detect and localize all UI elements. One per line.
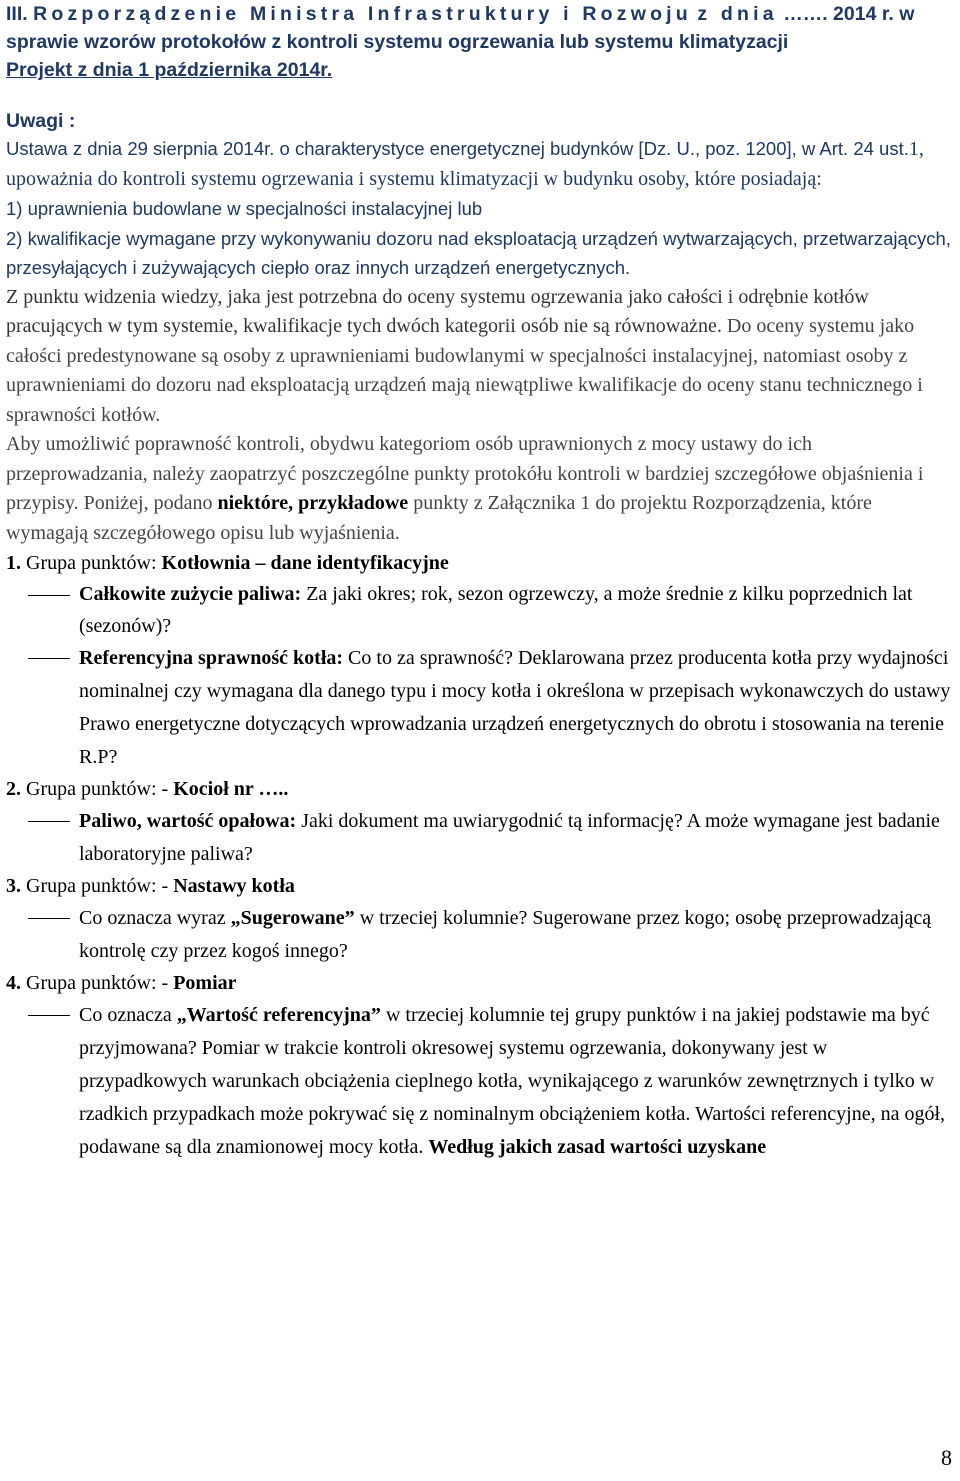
paragraph-3 (6, 430, 956, 548)
paragraph-3-bold: niektóre, przykładowe (217, 492, 409, 514)
document-title (6, 0, 956, 56)
dash-bullet-icon (28, 918, 70, 919)
group-1-title: Kotłownia – dane identyfikacyjne (161, 552, 449, 574)
paragraph-3-a: Aby umożliwić poprawność kontroli, obydwu kategoriom osób uprawnionych z mocy ustawy do ich przeprowadzania, należy zaopatrzyć poszczególne punkty protokółu kontroli w bardziej szczegółowe objaśnienia i przypisy. (6, 433, 924, 514)
paragraph-1-item-2: 2) kwalifikacje wymagane przy wykonywaniu dozoru nad eksploatacją urządzeń wytwarzających, przetwarzających, przesyłających i zużywających ciepło oraz innych urządzeń energetycznych. (6, 227, 951, 278)
bullet-5-b: w trzeciej kolumnie tej grupy punktów i na jakiej podstawie ma być przyjmowana? Pomiar w trakcie kontroli okresowej systemu ogrzewania, dokonywany jest w przypadkowych warunkach obciążenia cieplnego kotła, wynikającego z warunków zewnętrznych i tylko w rzadkich przypadkach może pokrywać się z nominalnym obciążeniem kotła. Wartości referencyjne, na ogół, podawane są dla znamionowej mocy kotła. (79, 1004, 946, 1158)
bullet-5-bold: „Wartość referencyjna” (176, 1004, 381, 1026)
document-subtitle: Projekt z dnia 1 października 2014r. (6, 59, 333, 81)
group-2-title: Kocioł nr ….. (173, 778, 289, 800)
dash-bullet-icon (28, 821, 70, 822)
bullet-2-text: Co to za sprawność? Deklarowana przez producenta kotła przy wydajności nominalnej czy wymagana dla danego typu i mocy kotła i określona w przepisach wykonawczych do ustawy Prawo energetyczne dotyczących wprowadzania urządzeń energetycznych do obrotu i stosowania na terenie R.P? (79, 647, 951, 768)
dash-bullet-icon (28, 658, 70, 659)
group-2-label: Grupa punktów: - (26, 778, 169, 800)
title-part-4: ……. 2014 r. w sprawie wzorów protokołów z kontroli systemu ogrzewania lub systemu klimatyzacji (6, 3, 915, 53)
paragraph-1-b: 1, upoważnia do kontroli systemu ogrzewania i systemu klimatyzacji w budynku osoby, które posiadają: (6, 138, 924, 190)
paragraph-2 (6, 283, 956, 431)
group-3-title: Nastawy kotła (173, 875, 295, 897)
title-part-2: Rozporządzenie Ministra Infrastruktury i Rozwoju (33, 3, 692, 25)
paragraph-1-a: Ustawa z dnia 29 sierpnia 2014r. o charakterystyce energetycznej budynków [Dz. U., poz. 1200], w Art. 24 ust. (6, 138, 909, 159)
group-3-number: 3. (6, 875, 21, 897)
group-1-label: Grupa punktów: (26, 552, 157, 574)
document-page (6, 0, 956, 1164)
paragraph-2-b: Do oceny systemu jako całości predestynowane są osoby z uprawnieniami budowlanymi w specjalności instalacyjnej, natomiast osoby z uprawnieniami do dozoru nad eksploatacją urządzeń mają niewątpliwe kwalifikacje do oceny stanu technicznego i sprawności kotłów. (6, 315, 923, 426)
bullet-2 (6, 642, 956, 774)
paragraph-3-b: Poniżej, podano (83, 492, 213, 514)
dash-bullet-icon (28, 1015, 70, 1016)
bullet-3-text: Jaki dokument ma uwiarygodnić tą informację? A może wymagane jest badanie laboratoryjne paliwa? (79, 810, 940, 865)
group-3-label: Grupa punktów: - (26, 875, 169, 897)
bullet-4-bold: „Sugerowane” (230, 907, 355, 929)
bullet-1 (6, 579, 956, 642)
bullet-2-bold: Referencyjna sprawność kotła: (79, 647, 344, 669)
bullet-4 (6, 902, 956, 968)
group-4-number: 4. (6, 972, 21, 994)
notes-heading: Uwagi : (6, 110, 76, 132)
bullet-4-a: Co oznacza wyraz (79, 907, 226, 929)
group-3-heading (6, 871, 956, 902)
paragraph-1 (6, 134, 956, 194)
paragraph-3-c: punkty z Załącznika 1 do projektu Rozporządzenia, które wymagają szczegółowego opisu lub wyjaśnienia. (6, 492, 872, 544)
bullet-5-a: Co oznacza (79, 1004, 172, 1026)
group-4-label: Grupa punktów: - (26, 972, 169, 994)
bullet-3 (6, 805, 956, 871)
bullet-5-end-bold: Według jakich zasad wartości uzyskane (428, 1136, 767, 1158)
group-2-number: 2. (6, 778, 21, 800)
paragraph-1-item-1: 1) uprawnienia budowlane w specjalności instalacyjnej lub (6, 198, 483, 219)
dash-bullet-icon (28, 595, 70, 596)
title-part-3: z dnia (697, 3, 778, 25)
bullet-1-bold: Całkowite zużycie paliwa: (79, 583, 302, 605)
paragraph-2-a: Z punktu widzenia wiedzy, jaka jest potrzebna do oceny systemu ogrzewania jako całości i odrębnie kotłów pracujących w tym systemie, kwalifikacje tych dwóch kategorii osób nie są równoważne. (6, 285, 869, 337)
bullet-1-text: Za jaki okres; rok, sezon ogrzewczy, a może średnie z kilku poprzednich lat (sezonów)? (79, 583, 913, 637)
group-2-heading (6, 774, 956, 805)
page-number: 8 (941, 1445, 952, 1470)
group-1-number: 1. (6, 552, 21, 574)
bullet-3-bold: Paliwo, wartość opałowa: (79, 810, 297, 832)
title-part-1: III. (6, 3, 28, 25)
group-4-title: Pomiar (173, 972, 237, 994)
group-4-heading (6, 968, 956, 999)
group-1-heading (6, 548, 956, 579)
bullet-5 (6, 999, 956, 1164)
bullet-4-b: w trzeciej kolumnie? Sugerowane przez kogo; osobę przeprowadzającą kontrolę czy przez kogoś innego? (79, 907, 932, 962)
